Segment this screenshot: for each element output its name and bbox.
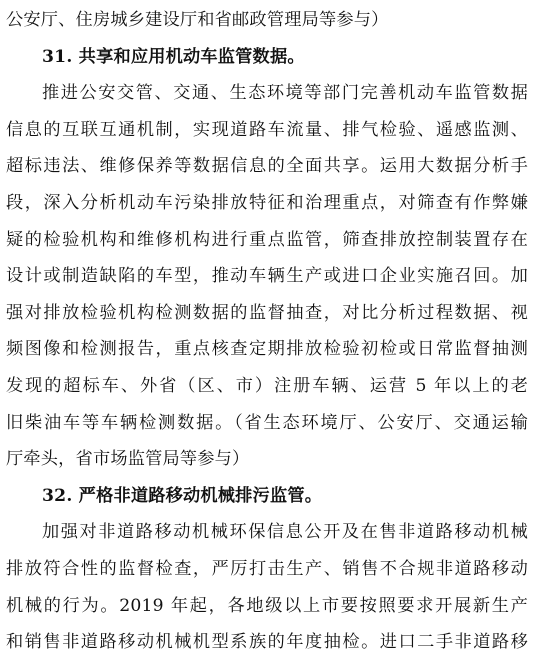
section-31-line: 信息的互联互通机制，实现道路车流量、排气检验、遥感监测、 — [6, 119, 528, 140]
section-31-line: 段，深入分析机动车污染排放特征和治理重点，对筛查有作弊嫌 — [6, 192, 528, 213]
section-32-line: 机械的行为。2019 年起，各地级以上市要按照要求开展新生产 — [6, 595, 528, 616]
section-31-line: 厅牵头，省市场监管局等参与） — [6, 449, 250, 470]
section-31-line: 疑的检验机构和维修机构进行重点监管，筛查排放控制装置存在 — [6, 229, 528, 250]
section-31-line: 推进公安交管、交通、生态环境等部门完善机动车监管数据 — [42, 83, 528, 104]
section-32-line: 和销售非道路移动机械机型系族的年度抽检。进口二手非道路移 — [6, 632, 528, 653]
document-page — [6, 2, 528, 661]
section-31-line: 频图像和检测报告，重点核查定期排放检验初检或日常监督抽测 — [6, 339, 528, 360]
section-31-heading: 31. 共享和应用机动车监管数据。 — [42, 46, 305, 67]
section-31-line: 旧柴油车等车辆检测数据。（省生态环境厅、公安厅、交通运输 — [6, 412, 528, 433]
opening-line: 公安厅、住房城乡建设厅和省邮政管理局等参与） — [6, 10, 389, 30]
section-31-line: 超标违法、维修保养等数据信息的全面共享。运用大数据分析手 — [6, 156, 528, 177]
section-32-heading: 32. 严格非道路移动机械排污监管。 — [42, 485, 323, 506]
section-31-line: 强对排放检验机构检测数据的监督抽查，对比分析过程数据、视 — [6, 302, 528, 323]
section-32-line: 加强对非道路移动机械环保信息公开及在售非道路移动机械 — [42, 522, 528, 543]
section-31-line: 发现的超标车、外省（区、市）注册车辆、运营 5 年以上的老 — [6, 375, 528, 396]
section-32-line: 排放符合性的监督检查，严厉打击生产、销售不合规非道路移动 — [6, 558, 528, 579]
section-31-line: 设计或制造缺陷的车型，推动车辆生产或进口企业实施召回。加 — [6, 266, 528, 287]
